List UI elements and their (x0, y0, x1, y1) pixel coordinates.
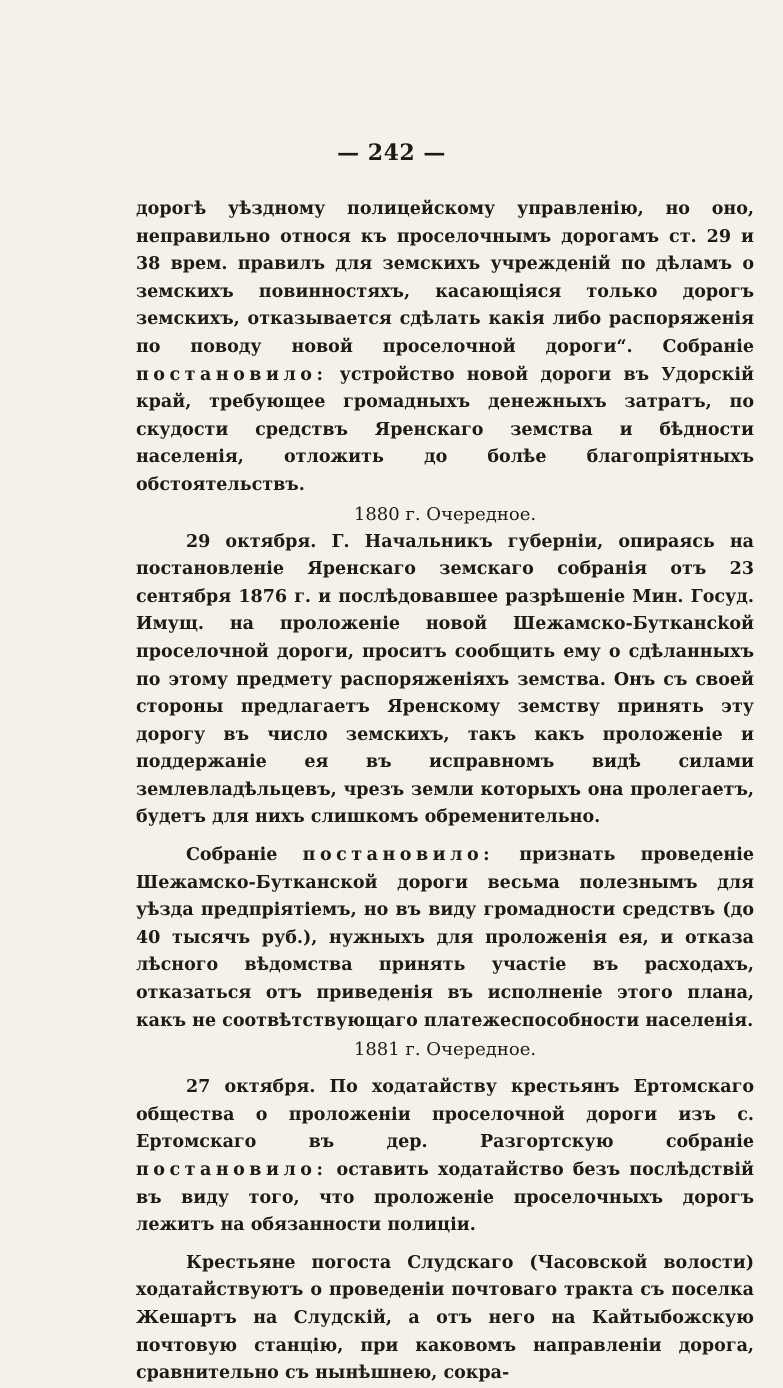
paragraph-text: Собраніе (186, 845, 303, 866)
paragraph-october-27 (136, 1074, 754, 1240)
emphasis-resolved: постановило: (136, 364, 328, 385)
paragraph-text: 27 октября. По ходатайству крестьянъ Ертомскаго общества о проложеніи проселочной дороги изъ с. Ертомскаго въ дер. Разгортскую собраніе (136, 1077, 754, 1153)
paragraph-text: дорогѣ уѣздному полицейскому управленію, но оно, неправильно относя къ проселочнымъ дорогамъ ст. 29 и 38 врем. правилъ для земскихъ учрежденій по дѣламъ о земскихъ повинностяхъ, касающіяся только дорогъ земскихъ, отказывается сдѣлать какія либо распоряженія по поводу новой проселочной дороги“. Собраніе (136, 199, 754, 357)
page-body (136, 196, 754, 1388)
paragraph-road-continuation (136, 196, 754, 500)
emphasis-resolved: постановило: (136, 1160, 328, 1180)
page-number: — 242 — (337, 140, 446, 166)
section-heading-1881: 1881 г. Очередное. (353, 1039, 537, 1061)
paragraph-text: оставить ходатайство безъ послѣдствій въ виду того, что проложеніе проселочныхъ дорогъ лежитъ на обязанности полиціи. (136, 1160, 754, 1236)
paragraph-text: устройство новой дороги въ Удорскій край, требующее громадныхъ денежныхъ затратъ, по скудости средствъ Яренскаго земства и бѣдности населенія, отложить до болѣе благопріятныхъ обстоятельствъ. (136, 364, 754, 495)
paragraph-sludsky-peasants: Крестьяне погоста Слудскаго (Часовской волости) ходатайствуютъ о проведеніи почтоваго тракта съ поселка Жешартъ на Слудскій, а отъ него на Кайтыбожскую почтовую станцію, при каковомъ направленіи дорога, сравнительно съ нынѣшнею, сокра- (136, 1252, 754, 1384)
paragraph-text: признать проведеніе Шежамско-Бутканской дороги весьма полезнымъ для уѣзда предпріятіемъ, но въ виду громадности средствъ (до 40 тысячъ руб.), нужныхъ для проложенія ея, и отказа лѣсного вѣдомства принять участіе въ расходахъ, отказаться отъ приведенія въ исполненіе этого плана, какъ не соотвѣтствующаго платежеспособности населенія. (136, 845, 754, 1031)
emphasis-resolved: постановило: (302, 845, 495, 866)
paragraph-assembly-resolution (136, 842, 754, 1035)
paragraph-october-29: 29 октября. Г. Начальникъ губерніи, опираясь на постановленіе Яренскаго земскаго собранія отъ 23 сентября 1876 г. и послѣдовавшее разрѣшеніе Мин. Госуд. Имущ. на проложеніе новой Шежамско-Буткансkой проселочной дороги, проситъ сообщить ему о сдѣланныхъ по этому предмету распоряженіяхъ земства. Онъ съ своей стороны предлагаетъ Яренскому земству принять эту дорогу въ число земскихъ, такъ какъ проложеніе и поддержаніе ея въ исправномъ видѣ силами землевладѣльцевъ, чрезъ земли которыхъ она пролегаетъ, будетъ для нихъ слишкомъ обременительно. (136, 531, 754, 828)
section-heading-1880: 1880 г. Очередное. (353, 503, 537, 525)
